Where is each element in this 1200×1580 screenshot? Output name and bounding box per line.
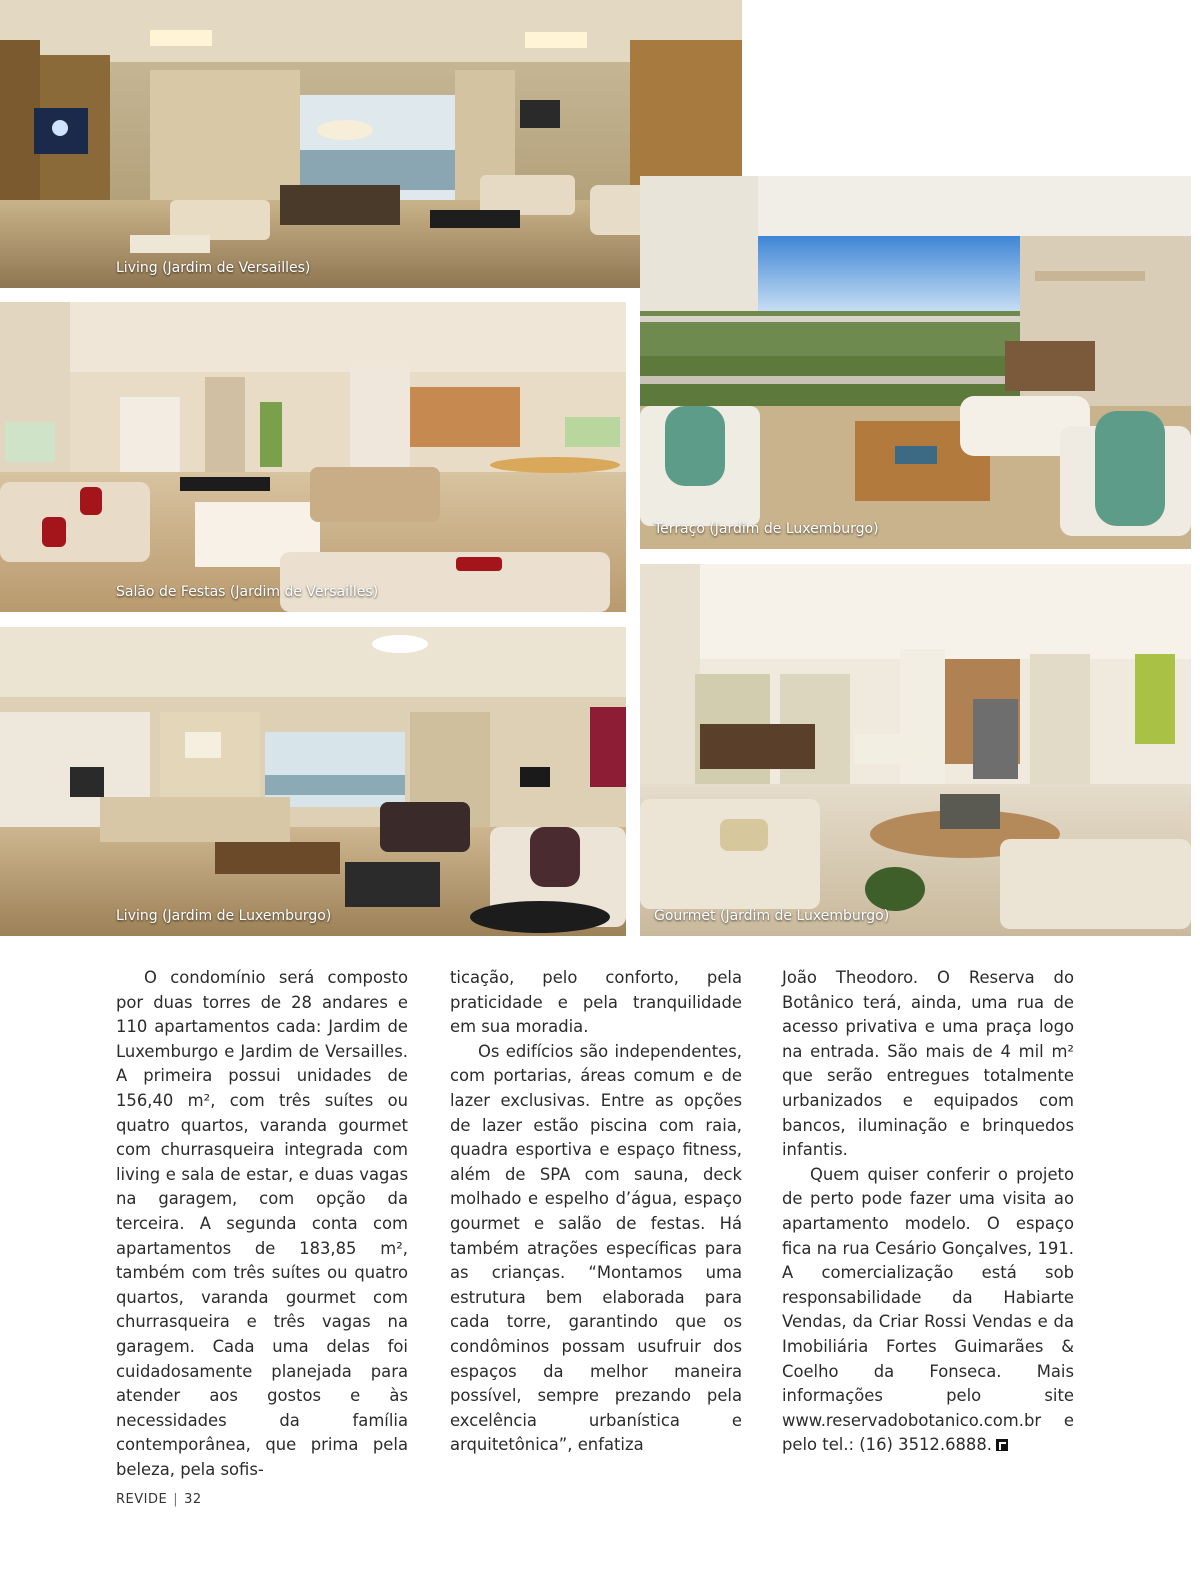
living-luxemburgo-image [0, 627, 626, 936]
article-paragraph: O condomínio será composto por duas torres de 28 andares e 110 apartamentos cada: Jardim de Luxemburgo e Jardim de Versailles. A primeira possui unidades de 156,40 m², com três suítes ou quatro quartos, varanda gourmet com churrasqueira integrada com living e sala de estar, e duas vagas na garagem, com opção da terceira. A segunda conta com apartamentos de 183,85 m², também com três suítes ou quatro quartos, varanda gourmet com churrasqueira e três vagas na garagem. Cada uma delas foi cuidadosamente planejada para atender aos gostos e às necessidades da família contemporânea, que prima pela beleza, pela sofis- [116, 968, 408, 1479]
salao-versailles-image [0, 302, 626, 612]
photo-caption: Living (Jardim de Luxemburgo) [116, 908, 332, 924]
article-paragraph-continued: João Theodoro. O Reserva do Botânico terá, ainda, uma rua de acesso privativa e uma praça logo na entrada. São mais de 4 mil m² que serão entregues totalmente urbanizados e equipados com bancos, iluminação e brinquedos infantis. [782, 968, 1074, 1160]
photo-caption: Salão de Festas (Jardim de Versailles) [116, 584, 379, 600]
photo-caption: Gourmet (Jardim de Luxemburgo) [654, 908, 890, 924]
article-column-3 [782, 966, 1074, 1458]
article-paragraph-final [782, 1163, 1074, 1458]
article-column-1 [116, 966, 408, 1482]
terraco-luxemburgo-image [640, 176, 1191, 549]
photo-living-luxemburgo [0, 627, 626, 936]
footer-separator: | [173, 1492, 179, 1507]
page-number: 32 [184, 1492, 202, 1507]
photo-caption: Living (Jardim de Versailles) [116, 260, 311, 276]
page-footer [116, 1492, 202, 1507]
photo-living-versailles [0, 0, 742, 288]
magazine-name: REVIDE [116, 1492, 168, 1507]
article-paragraph-continued: ticação, pelo conforto, pela praticidade e pela tranquilidade em sua moradia. [450, 968, 742, 1037]
article-closing-text: Quem quiser conferir o projeto de perto pode fazer uma visita ao apartamento modelo. O espaço fica na rua Cesário Gonçalves, 191. A comercialização está sob responsabilidade da Habiarte Vendas, da Criar Rossi Vendas e da Imobiliária Fortes Guimarães & Coelho da Fonseca. Mais informações pelo site www.reservadobotanico.com.br e pelo tel.: (16) 3512.6888. [782, 1164, 1074, 1455]
article-column-2 [450, 966, 742, 1458]
photo-caption: Terraço (Jardim de Luxemburgo) [654, 521, 879, 537]
photo-terraco-luxemburgo [640, 176, 1191, 549]
end-of-article-icon [996, 1439, 1008, 1451]
article-paragraph: Os edifícios são independentes, com portarias, áreas comum e de lazer exclusivas. Entre as opções de lazer estão piscina com raia, quadra esportiva e espaço fitness, além de SPA com sauna, deck molhado e espelho d’água, espaço gourmet e salão de festas. Há também atrações específicas para as crianças. “Montamos uma estrutura bem elaborada para cada torre, garantindo que os condôminos possam usufruir dos espaços da melhor maneira possível, sempre prezando pela excelência urbanística e arquitetônica”, enfatiza [450, 1041, 742, 1455]
photo-gourmet-luxemburgo [640, 564, 1191, 936]
photo-salao-versailles [0, 302, 626, 612]
gourmet-luxemburgo-image [640, 564, 1191, 936]
living-versailles-image [0, 0, 742, 288]
